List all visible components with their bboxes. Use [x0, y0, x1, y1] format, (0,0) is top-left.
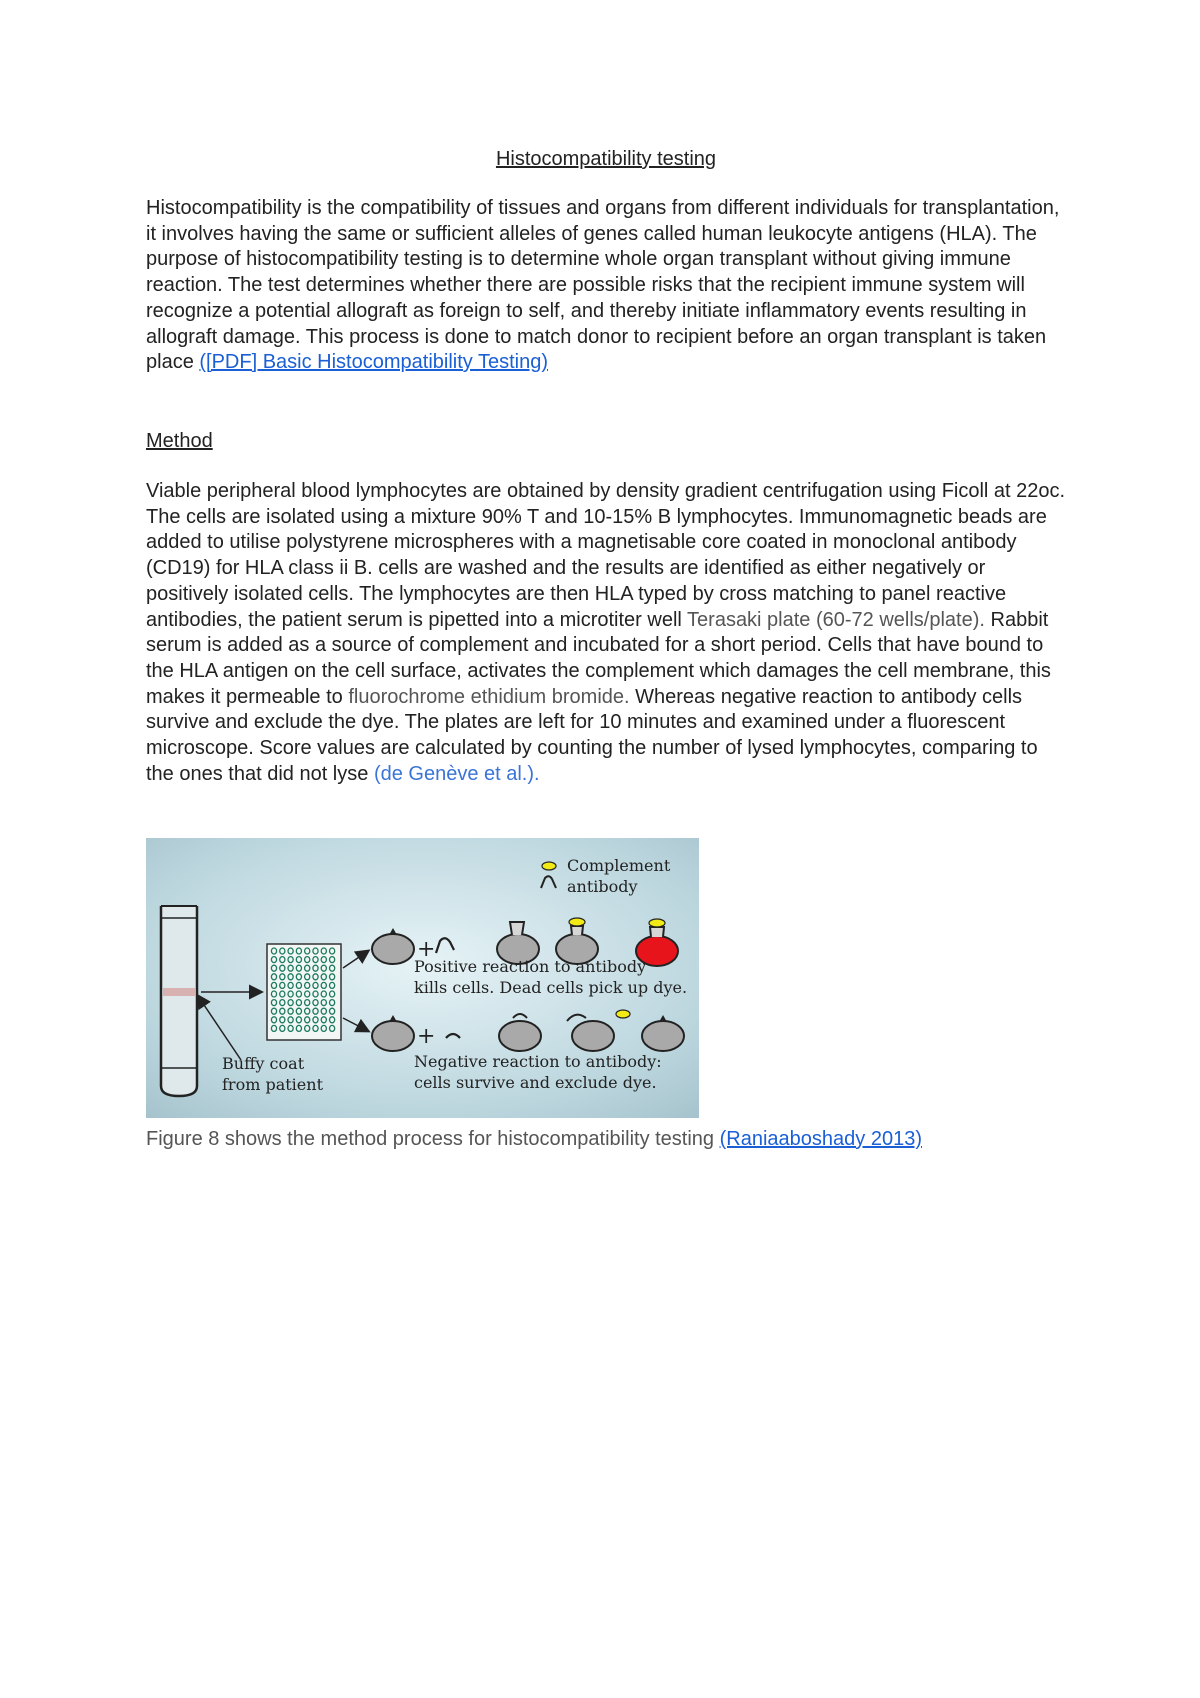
buffy-coat-label-2: from patient — [222, 1075, 323, 1094]
fluorochrome-text: fluorochrome ethidium bromide. — [348, 685, 630, 708]
method-text-3: Whereas negative reaction to antibody cells survive and exclude the dye. The plates are left for 10 minutes and examined under a fluorescent microscope. Score values are calculated by counting the number of lysed lymphocytes, comparing to the ones that did not lyse — [146, 685, 1038, 785]
legend-antibody-label: antibody — [567, 877, 638, 896]
figure-caption — [146, 1126, 922, 1152]
geneve-citation[interactable]: (de Genève et al.). — [373, 762, 540, 785]
pdf-reference-link[interactable]: ([PDF] Basic Histocompatibility Testing) — [199, 351, 548, 374]
method-text-2: Rabbit serum is added as a source of complement and incubated for a short period. Cells that have bound to the HLA antigen on the cell surface, activates the complement which damages the cell membrane, this makes it permeable to — [146, 608, 1051, 708]
cell-icon — [372, 1021, 414, 1051]
method-paragraph — [146, 479, 1066, 787]
figure-illustration — [146, 838, 699, 1118]
method-text-1: Viable peripheral blood lymphocytes are obtained by density gradient centrifugation using Ficoll at 22oc. The cells are isolated using a mixture 90% T and 10-15% B lymphocytes. Immunomagnetic beads are added to utilise polystyrene microspheres with a magnetisable core coated in monoclonal antibody (CD19) for HLA class ii B. cells are washed and the results are identified as either negatively or positively isolated cells. The lymphocytes are then HLA typed by cross matching to panel reactive antibodies, the patient serum is pipetted into a microtiter well — [146, 480, 1066, 631]
surviving-cell-icon — [642, 1021, 684, 1051]
intro-text: Histocompatibility is the compatibility of tissues and organs from different individuals for transplantation, it involves having the same or sufficient alleles of genes called human leukocyte antigens (HLA). The purpose of histocompatibility testing is to determine whole organ transplant without giving immune reaction. The test determines whether there are possible risks that the recipient immune system will recognize a potential allograft as foreign to self, and thereby initiate inflammatory events resulting in allograft damage. This process is done to match donor to recipient before an organ transplant is taken place — [146, 197, 1060, 374]
complement-legend-icon — [542, 862, 556, 870]
positive-label-1: Positive reaction to antibody — [414, 957, 647, 976]
method-figure — [146, 838, 699, 1118]
cell-icon — [499, 1021, 541, 1051]
negative-label-1: Negative reaction to antibody: — [414, 1052, 662, 1071]
microtiter-plate-icon — [267, 944, 341, 1040]
raniaaboshady-link[interactable]: (Raniaaboshady 2013) — [719, 1128, 922, 1150]
svg-text:+: + — [417, 1024, 436, 1049]
positive-label-2: kills cells. Dead cells pick up dye. — [414, 978, 688, 997]
negative-label-2: cells survive and exclude dye. — [414, 1073, 657, 1092]
cell-icon — [372, 934, 414, 964]
legend-complement-label: Complement — [567, 856, 671, 875]
buffy-coat-label-1: Buffy coat — [222, 1054, 305, 1073]
test-tube-icon — [161, 906, 197, 1096]
intro-paragraph — [146, 196, 1066, 376]
svg-text:+: + — [417, 937, 436, 962]
method-heading: Method — [146, 430, 213, 452]
page-title: Histocompatibility testing — [495, 148, 717, 170]
caption-text: Figure 8 shows the method process for histocompatibility testing — [146, 1128, 720, 1150]
terasaki-plate-text: Terasaki plate (60-72 wells/plate). — [687, 608, 985, 631]
cell-icon — [572, 1021, 614, 1051]
